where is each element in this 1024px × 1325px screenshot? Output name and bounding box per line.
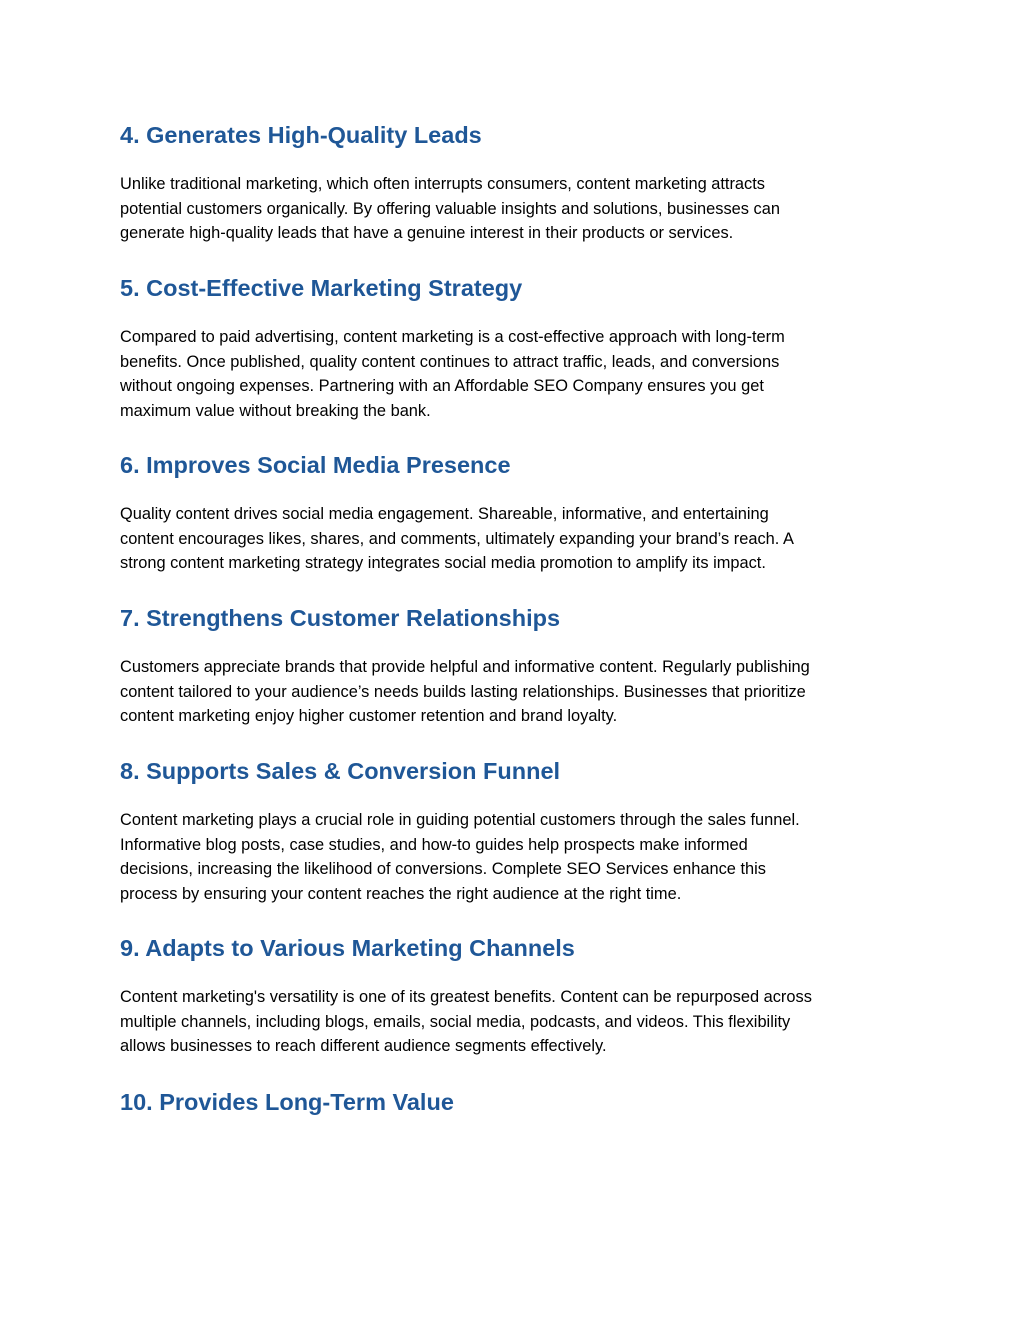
section-heading: 8. Supports Sales & Conversion Funnel [120, 758, 561, 784]
section-heading: 7. Strengthens Customer Relationships [120, 605, 561, 631]
paragraph-line: content marketing enjoy higher customer retention and brand loyalty. [120, 707, 618, 725]
section-heading: 4. Generates High-Quality Leads [120, 122, 482, 148]
section-paragraph [120, 655, 910, 729]
paragraph-line: allows businesses to reach different audience segments effectively. [120, 1037, 607, 1055]
paragraph-line: process by ensuring your content reaches the right audience at the right time. [120, 884, 682, 903]
section-paragraph [120, 985, 910, 1059]
paragraph-line: multiple channels, including blogs, emails, social media, podcasts, and videos. This flexibility [120, 1012, 791, 1031]
paragraph-line: without ongoing expenses. Partnering with an Affordable SEO Company ensures you get [120, 377, 764, 395]
paragraph-line: generate high-quality leads that have a genuine interest in their products or services. [120, 224, 734, 242]
section-heading: 6. Improves Social Media Presence [120, 452, 511, 478]
paragraph-line: strong content marketing strategy integrates social media promotion to amplify its impact. [120, 554, 766, 572]
paragraph-line: Customers appreciate brands that provide helpful and informative content. Regularly publishing [120, 658, 810, 676]
paragraph-line: Compared to paid advertising, content marketing is a cost-effective approach with long-term [120, 328, 785, 346]
section-heading: 5. Cost-Effective Marketing Strategy [120, 275, 523, 301]
paragraph-line: Content marketing plays a crucial role in guiding potential customers through the sales funnel. [120, 811, 800, 829]
paragraph-line: potential customers organically. By offering valuable insights and solutions, businesses can [120, 199, 780, 218]
paragraph-line: benefits. Once published, quality content continues to attract traffic, leads, and conversions [120, 352, 780, 371]
section-paragraph [120, 172, 910, 246]
section-heading: 9. Adapts to Various Marketing Channels [120, 935, 575, 961]
paragraph-line: content tailored to your audience’s needs builds lasting relationships. Businesses that prioritize [120, 682, 806, 701]
section-paragraph [120, 808, 910, 906]
section-heading: 10. Provides Long-Term Value [120, 1089, 454, 1115]
paragraph-line: Content marketing's versatility is one of its greatest benefits. Content can be repurposed across [120, 988, 812, 1006]
paragraph-line: Informative blog posts, case studies, and how-to guides help prospects make informed [120, 835, 748, 854]
paragraph-line: maximum value without breaking the bank. [120, 401, 431, 420]
paragraph-line: decisions, increasing the likelihood of conversions. Complete SEO Services enhance this [120, 860, 766, 878]
section-paragraph [120, 325, 910, 423]
paragraph-line: content encourages likes, shares, and comments, ultimately expanding your brand’s reach. A [120, 529, 794, 548]
paragraph-line: Unlike traditional marketing, which often interrupts consumers, content marketing attracts [120, 175, 765, 193]
section-paragraph [120, 502, 910, 576]
paragraph-line: Quality content drives social media engagement. Shareable, informative, and entertaining [120, 505, 769, 523]
